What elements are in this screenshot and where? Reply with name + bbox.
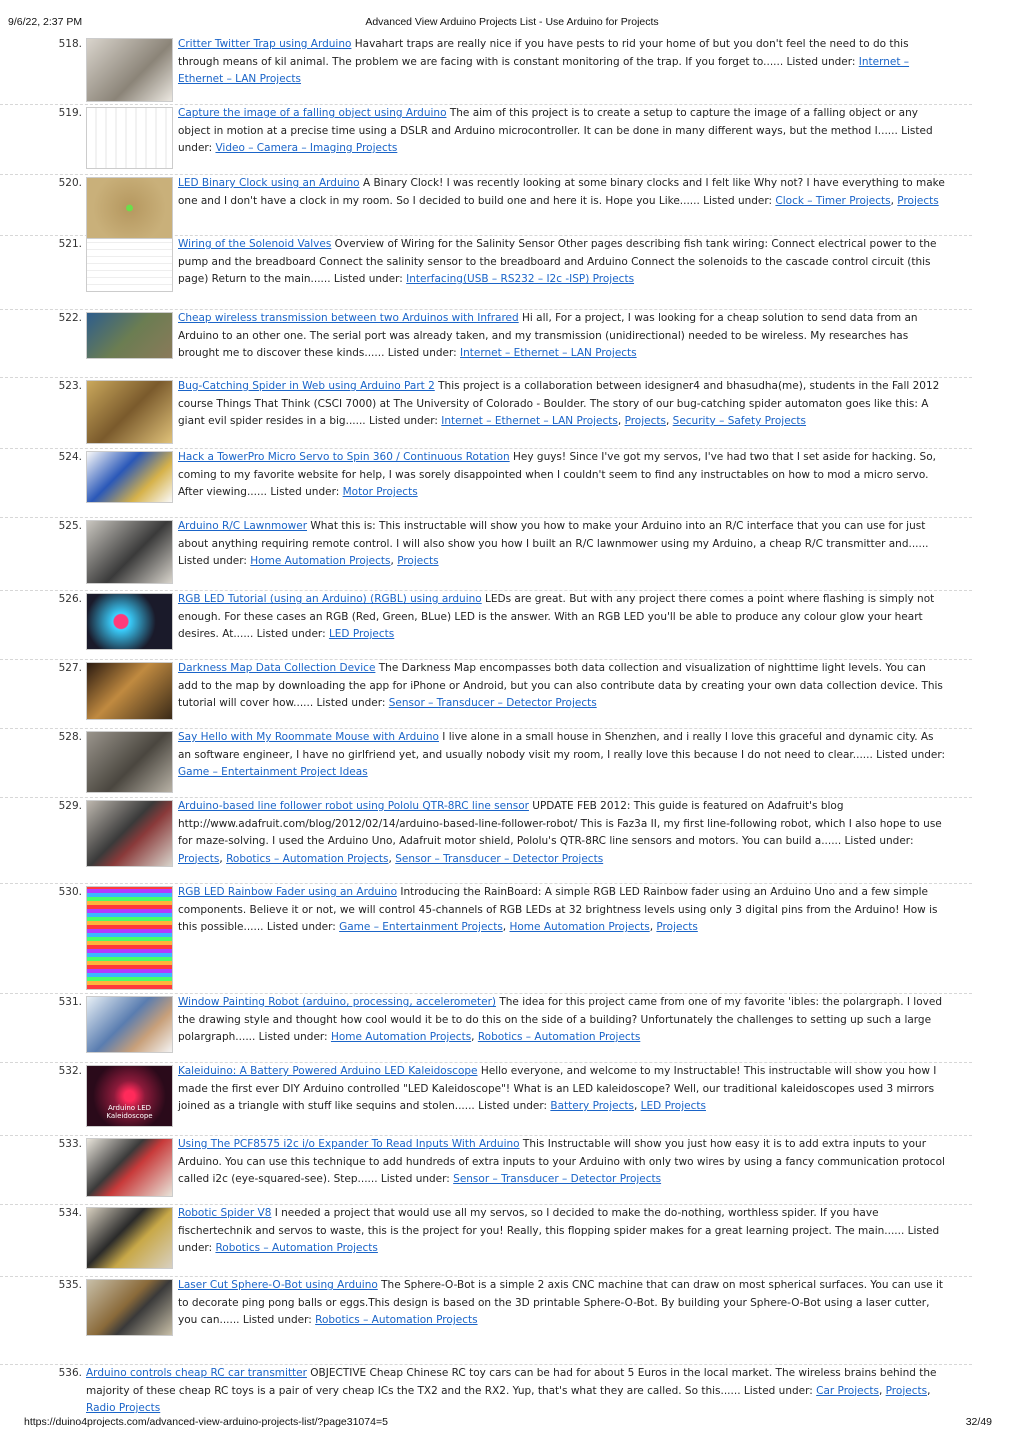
project-item bbox=[0, 518, 972, 591]
project-thumbnail[interactable] bbox=[86, 1138, 173, 1197]
category-separator: , bbox=[927, 1384, 931, 1397]
item-text bbox=[178, 310, 948, 363]
category-link[interactable]: Sensor – Transducer – Detector Projects bbox=[395, 852, 604, 865]
category-link[interactable]: LED Projects bbox=[328, 628, 395, 640]
item-number: 532. bbox=[58, 1065, 82, 1077]
project-item bbox=[0, 1136, 972, 1205]
project-description: Hello everyone, and welcome to my Instructable! This instructable will show you how I made the first ever DIY Arduino controlled "LED Kaleidoscope"! What is an LED kaleidoscope? Well, our traditional kaleidoscopes used 3 mirrors joined as a triangle with stuff like sequins and stolen...... Listed under: bbox=[178, 1065, 937, 1112]
project-thumbnail[interactable] bbox=[86, 520, 173, 584]
category-link[interactable]: Projects bbox=[885, 1384, 928, 1397]
project-title-link[interactable]: Laser Cut Sphere-O-Bot using Arduino bbox=[178, 1279, 378, 1291]
project-thumbnail[interactable] bbox=[86, 38, 173, 102]
project-description: Overview of Wiring for the Salinity Sensor Other pages describing fish tank wiring: Connect electrical power to the pump and the breadboard Connect the salinity sensor to the breadboard and Arduino Connect the solenoids to the cascade control circuit (this page) Return to the main...... Listed under: bbox=[178, 238, 937, 285]
project-title-link[interactable]: Window Painting Robot (arduino, processing, accelerometer) bbox=[178, 996, 497, 1008]
project-description: The Sphere-O-Bot is a simple 2 axis CNC machine that can draw on most spherical surfaces. You can use it to decorate ping pong balls or eggs.This design is based on the 3D printable Sphere-O-Bot. By building your Sphere-O-Bot using a laser cutter, you can...... Listed under: bbox=[178, 1279, 943, 1326]
item-text bbox=[86, 1365, 948, 1418]
project-thumbnail[interactable] bbox=[86, 996, 173, 1053]
item-number: 523. bbox=[58, 380, 82, 392]
item-text bbox=[178, 518, 948, 571]
project-description: This project is a collaboration between idesigner4 and bhasudha(me), students in the Fall 2012 course Things That Think (CSCI 7000) at The University of Colorado - Boulder. The story of our bug-catching spider automaton goes like this: A giant evil spider resides in a big...... Listed under: bbox=[178, 380, 940, 427]
category-separator: , bbox=[890, 194, 898, 207]
project-title-link[interactable]: LED Binary Clock using an Arduino bbox=[178, 177, 360, 189]
project-item bbox=[0, 1063, 972, 1136]
project-description: The Darkness Map encompasses both data collection and visualization of nighttime light levels. You can add to the map by downloading the app for iPhone or Android, but you can also contribute data by creating your own data collection device. This tutorial will cover how...... Listed under: bbox=[178, 662, 943, 709]
category-link[interactable]: Projects bbox=[624, 415, 666, 427]
project-description: Havahart traps are really nice if you have pests to rid your home of but you don't feel the need to do this through means of kil animal. The problem we are facing with is constant monitoring of the trap. If you forget to...... Listed under: bbox=[178, 38, 909, 68]
project-description: A Binary Clock! I was recently looking at some binary clocks and I felt like Why not? I have everything to make one and I don't have a clock in my room. So I decided to build one and here it is. Hope you Like...... Listed under: bbox=[178, 177, 945, 207]
category-link[interactable]: Motor Projects bbox=[342, 486, 418, 498]
category-link[interactable]: Game – Entertainment Projects bbox=[339, 921, 503, 933]
project-thumbnail[interactable] bbox=[86, 107, 173, 169]
category-separator: , bbox=[878, 1384, 886, 1397]
item-text bbox=[178, 378, 948, 431]
category-link[interactable]: Projects bbox=[656, 921, 698, 933]
category-link[interactable]: Sensor – Transducer – Detector Projects bbox=[453, 1173, 662, 1185]
project-title-link[interactable]: Cheap wireless transmission between two Arduinos with Infrared bbox=[178, 312, 519, 324]
project-item bbox=[0, 884, 972, 994]
project-thumbnail[interactable] bbox=[86, 312, 173, 359]
project-item bbox=[0, 1277, 972, 1365]
project-thumbnail[interactable] bbox=[86, 1207, 173, 1269]
project-description: I live alone in a small house in Shenzhen, and i really I love this graceful and dynamic city. As an software engineer, I have no girlfriend yet, and usually nobody visit my room, I really love this because I do not need to clear...... Listed under: bbox=[178, 731, 946, 761]
project-title-link[interactable]: Capture the image of a falling object using Arduino bbox=[178, 107, 447, 119]
project-thumbnail[interactable] bbox=[86, 451, 173, 503]
project-title-link[interactable]: Say Hello with My Roommate Mouse with Arduino bbox=[178, 731, 439, 743]
project-title-link[interactable]: Arduino R/C Lawnmower bbox=[178, 520, 308, 532]
item-text bbox=[178, 591, 948, 644]
item-text bbox=[178, 660, 948, 713]
project-description: The aim of this project is to create a setup to capture the image of a falling object or any object in motion at a precise time using a DSLR and Arduino microcontroller. It can be done in many different ways, but the method I...... Listed under: bbox=[178, 107, 933, 154]
category-link[interactable]: Home Automation Projects bbox=[330, 1031, 472, 1043]
item-number: 533. bbox=[58, 1138, 82, 1150]
category-link[interactable]: LED Projects bbox=[640, 1100, 706, 1112]
item-text bbox=[178, 36, 948, 89]
category-separator: , bbox=[617, 415, 625, 427]
category-link[interactable]: Home Automation Projects bbox=[250, 555, 391, 567]
category-link[interactable]: Robotics – Automation Projects bbox=[315, 1314, 478, 1326]
item-text bbox=[178, 1136, 948, 1189]
category-separator: , bbox=[388, 852, 396, 865]
project-thumbnail[interactable] bbox=[86, 731, 173, 793]
project-description: What this is: This instructable will show you how to make your Arduino into an R/C interface that you can use for just about anything requiring remote control. I will also show you how I built an R/C lawnmower using my Arduino, a cheap R/C transmitter and...... Listed under: bbox=[178, 520, 929, 567]
category-link[interactable]: Projects bbox=[397, 555, 439, 567]
project-thumbnail[interactable] bbox=[86, 177, 173, 239]
project-title-link[interactable]: Robotic Spider V8 bbox=[178, 1207, 272, 1219]
project-description: UPDATE FEB 2012: This guide is featured on Adafruit's blog http://www.adafruit.com/blog/2012/02/14/arduino-based-line-follower-robot/ This is Faz3a II, my first line-following robot, which I also hope to use for maze-solving. I used the Arduino Uno, Adafruit motor shield, Pololu's QTR-8RC line sensors and motors. You can build a...... Listed under: bbox=[178, 800, 942, 847]
project-item bbox=[0, 36, 972, 105]
project-thumbnail[interactable] bbox=[86, 886, 173, 990]
item-text bbox=[178, 175, 948, 210]
project-description: Hi all, For a project, I was looking for a cheap solution to send data from an Arduino to an other one. The serial port was already taken, and my transmission (unidirectional) needed to be wireless. My researches has brought me to discover these kinds...... Listed under: bbox=[178, 312, 918, 359]
category-link[interactable]: Home Automation Projects bbox=[509, 921, 650, 933]
project-description: LEDs are great. But with any project there comes a point where flashing is simply not enough. For these cases an RGB (Red, Green, BLue) LED is the answer. With an RGB LED you'll be able to produce any colour glow your heart desires. At...... Listed under: bbox=[178, 593, 935, 640]
project-item bbox=[0, 591, 972, 660]
project-item bbox=[0, 310, 972, 378]
project-item bbox=[0, 660, 972, 729]
category-separator: , bbox=[649, 921, 657, 933]
project-title-link[interactable]: RGB LED Rainbow Fader using an Arduino bbox=[178, 886, 398, 898]
category-separator: , bbox=[502, 921, 510, 933]
print-footer bbox=[0, 1416, 1024, 1434]
project-thumbnail[interactable] bbox=[86, 800, 173, 867]
item-number: 534. bbox=[58, 1207, 82, 1219]
item-text bbox=[178, 798, 948, 868]
category-link[interactable]: Sensor – Transducer – Detector Projects bbox=[388, 697, 597, 709]
category-link[interactable]: Video – Camera – Imaging Projects bbox=[215, 142, 398, 154]
item-text bbox=[178, 449, 948, 502]
project-item bbox=[0, 175, 972, 236]
category-separator: , bbox=[665, 415, 673, 427]
project-description: This Instructable will show you just how easy it is to add extra inputs to your Arduino. You can use this technique to add hundreds of extra inputs to your Arduino with only two wires by using a fancy communication protocol called i2c (eye-squared-see). Step...... Listed under: bbox=[178, 1138, 945, 1185]
project-item bbox=[0, 105, 972, 175]
print-url: https://duino4projects.com/advanced-view-arduino-projects-list/?page31074=5 bbox=[24, 1416, 388, 1428]
category-link[interactable]: Projects bbox=[897, 194, 939, 207]
category-link[interactable]: Internet – Ethernet – LAN Projects bbox=[178, 55, 910, 85]
project-description: OBJECTIVE Cheap Chinese RC toy cars can be had for about 5 Euros in the local market. The wireless brains behind the majority of these cheap RC toys is a pair of very cheap ICs the TX2 and the RX2. Yup, that's what they are called. So this...... Listed under: bbox=[86, 1367, 937, 1397]
item-text bbox=[178, 994, 948, 1047]
item-number: 527. bbox=[58, 662, 82, 674]
project-title-link[interactable]: Wiring of the Solenoid Valves bbox=[178, 238, 332, 250]
project-item bbox=[0, 729, 972, 798]
item-number: 530. bbox=[58, 886, 82, 898]
project-thumbnail[interactable] bbox=[86, 238, 173, 292]
project-item bbox=[0, 378, 972, 449]
project-description: Hey guys! Since I've got my servos, I've had two that I set aside for hacking. So, coming to my favorite website for help, I was sorely disappointed when I couldn't seem to find any instructables on how to mod a micro servo. After viewing...... Listed under: bbox=[178, 451, 936, 498]
item-text bbox=[178, 236, 948, 289]
item-number: 518. bbox=[58, 38, 82, 50]
item-text bbox=[178, 884, 948, 937]
project-description: Introducing the RainBoard: A simple RGB LED Rainbow fader using an Arduino Uno and a few simple components. Believe it or not, we will control 45-channels of RGB LEDs at 32 brightness levels using only 3 digital pins from the Arduino! How is this possible...... Listed under: bbox=[178, 886, 938, 933]
project-thumbnail[interactable] bbox=[86, 380, 173, 444]
category-link[interactable]: Robotics – Automation Projects bbox=[215, 1242, 378, 1254]
category-link[interactable]: Robotics – Automation Projects bbox=[226, 852, 389, 865]
item-number: 535. bbox=[58, 1279, 82, 1291]
item-text bbox=[178, 1277, 948, 1330]
project-list bbox=[0, 36, 1024, 1415]
project-thumbnail[interactable] bbox=[86, 593, 173, 650]
print-page-number: 32/49 bbox=[965, 1416, 992, 1428]
category-link[interactable]: Interfacing(USB – RS232 – I2c -ISP) Projects bbox=[406, 273, 635, 285]
category-link[interactable]: Clock – Timer Projects bbox=[775, 194, 891, 207]
project-title-link[interactable]: Using The PCF8575 i2c i/o Expander To Read Inputs With Arduino bbox=[178, 1138, 520, 1150]
print-datetime: 9/6/22, 2:37 PM bbox=[8, 16, 83, 28]
project-title-link[interactable]: Darkness Map Data Collection Device bbox=[178, 662, 376, 674]
project-item bbox=[0, 994, 972, 1063]
project-title-link[interactable]: Critter Twitter Trap using Arduino bbox=[178, 38, 352, 50]
category-link[interactable]: Radio Projects bbox=[86, 1402, 161, 1414]
project-item bbox=[0, 1205, 972, 1277]
category-link[interactable]: Internet – Ethernet – LAN Projects bbox=[441, 415, 618, 427]
print-page-title: Advanced View Arduino Projects List - Use Arduino for Projects bbox=[365, 16, 659, 28]
item-number: 528. bbox=[58, 731, 82, 743]
item-number: 521. bbox=[58, 238, 82, 250]
project-item bbox=[0, 449, 972, 518]
category-link[interactable]: Battery Projects bbox=[550, 1100, 634, 1112]
project-thumbnail[interactable] bbox=[86, 662, 173, 720]
project-title-link[interactable]: Hack a TowerPro Micro Servo to Spin 360 / Continuous Rotation bbox=[178, 451, 510, 463]
project-thumbnail[interactable] bbox=[86, 1279, 173, 1336]
category-link[interactable]: Game – Entertainment Project Ideas bbox=[178, 766, 368, 778]
item-number: 525. bbox=[58, 520, 82, 532]
category-link[interactable]: Projects bbox=[178, 852, 220, 865]
item-number: 524. bbox=[58, 451, 82, 463]
category-separator: , bbox=[633, 1100, 641, 1112]
project-thumbnail[interactable] bbox=[86, 1065, 173, 1127]
project-item bbox=[0, 798, 972, 884]
item-number: 520. bbox=[58, 177, 82, 189]
category-separator: , bbox=[390, 555, 398, 567]
item-number: 531. bbox=[58, 996, 82, 1008]
category-link[interactable]: Car Projects bbox=[816, 1384, 879, 1397]
thumbnail-caption: Arduino LED Kaleidoscope bbox=[106, 1104, 153, 1120]
project-title-link[interactable]: Arduino-based line follower robot using Pololu QTR-8RC line sensor bbox=[178, 800, 529, 812]
project-title-link[interactable]: Kaleiduino: A Battery Powered Arduino LED Kaleidoscope bbox=[178, 1065, 478, 1077]
category-link[interactable]: Security – Safety Projects bbox=[672, 415, 807, 427]
item-text bbox=[178, 729, 948, 782]
item-number: 526. bbox=[58, 593, 82, 605]
item-text bbox=[178, 105, 948, 158]
category-link[interactable]: Robotics – Automation Projects bbox=[477, 1031, 641, 1043]
item-text bbox=[178, 1205, 948, 1258]
item-number: 522. bbox=[58, 312, 82, 324]
project-description: The idea for this project came from one of my favorite 'ibles: the polargraph. I loved the drawing style and thought how cool would it be to do this on the side of a building? Unfortunately the challenges to setting up such a large polargraph...... Listed under: bbox=[178, 996, 942, 1043]
item-number: 536. bbox=[58, 1367, 82, 1379]
category-separator: , bbox=[471, 1031, 478, 1043]
category-link[interactable]: Internet – Ethernet – LAN Projects bbox=[460, 347, 637, 359]
project-item bbox=[0, 1365, 972, 1415]
project-title-link[interactable]: RGB LED Tutorial (using an Arduino) (RGBL) using arduino bbox=[178, 593, 482, 605]
item-number: 529. bbox=[58, 800, 82, 812]
project-title-link[interactable]: Bug-Catching Spider in Web using Arduino Part 2 bbox=[178, 380, 435, 392]
print-header bbox=[0, 6, 1024, 28]
item-number: 519. bbox=[58, 107, 82, 119]
project-description: I needed a project that would use all my servos, so I decided to make the do-nothing, worthless spider. If you have fischertechnik and servos to waste, this is the project for you! Really, this flopping spider makes for a great learning project. The main...... Listed under: bbox=[178, 1207, 940, 1254]
item-text bbox=[178, 1063, 948, 1116]
project-item bbox=[0, 236, 972, 310]
category-separator: , bbox=[219, 852, 227, 865]
project-title-link[interactable]: Arduino controls cheap RC car transmitter bbox=[86, 1367, 307, 1379]
